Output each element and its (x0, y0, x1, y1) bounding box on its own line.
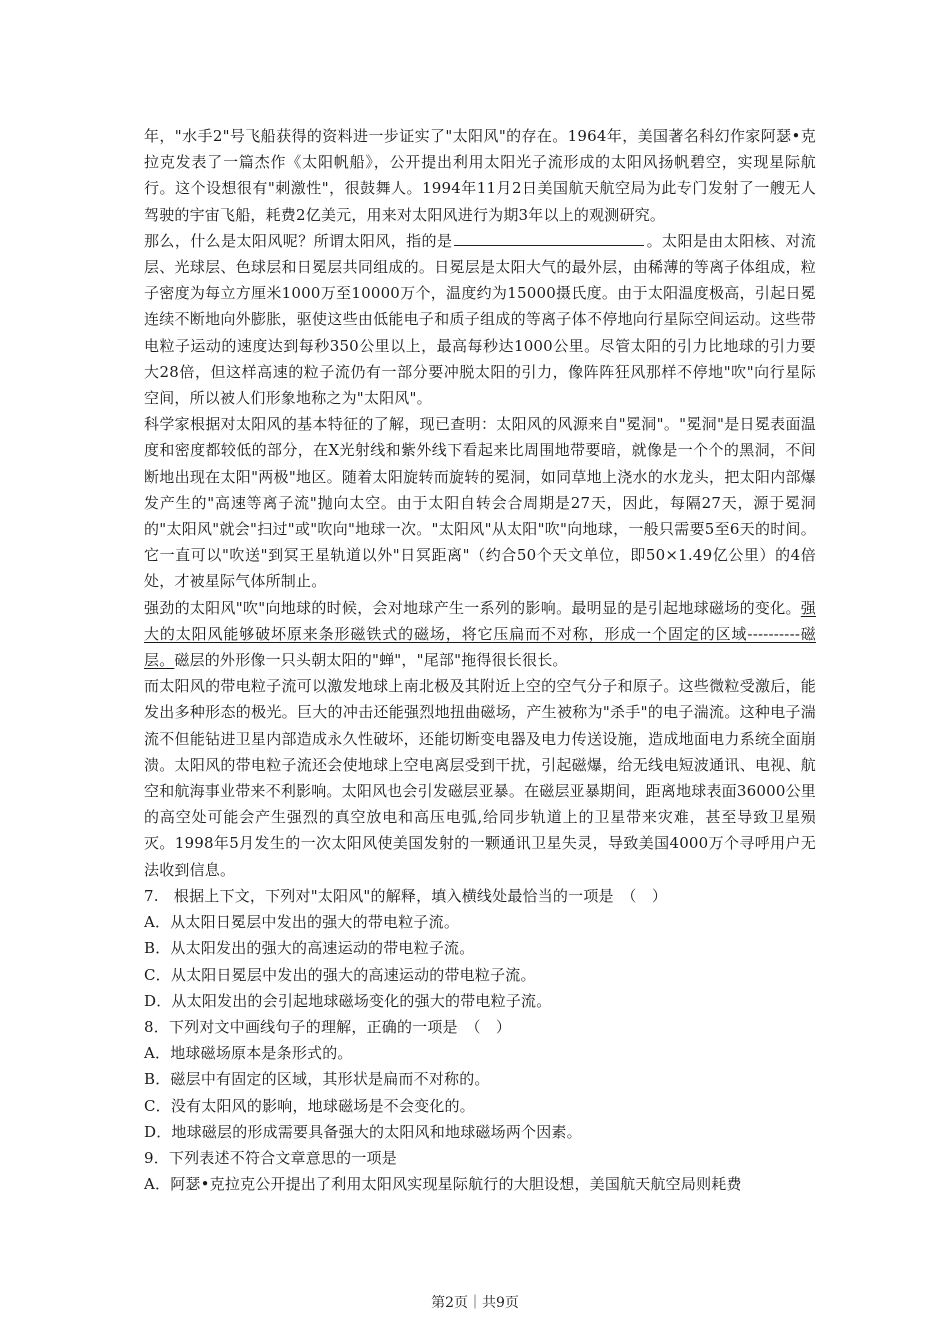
question-9 (144, 1145, 816, 1197)
question-7-option-a: A．从太阳日冕层中发出的强大的带电粒子流。 (144, 913, 460, 932)
paragraph-2-lead: 那么，什么是太阳风呢？所谓太阳风，指的是 (144, 231, 453, 250)
question-8 (144, 1014, 816, 1145)
question-7-option-d: D．从太阳发出的会引起地球磁场变化的强大的带电粒子流。 (144, 991, 552, 1010)
question-8-option-a: A．地球磁场原本是条形式的。 (144, 1044, 353, 1063)
question-7-option-c: C．从太阳日冕层中发出的强大的高速运动的带电粒子流。 (144, 965, 536, 984)
question-8-stem: 8．下列对文中画线句子的理解，正确的一项是 （ ） (144, 1017, 512, 1036)
paragraph-4-lead: 强劲的太阳风"吹"向地球的时候，会对地球产生一系列的影响。最明显的是引起地球磁场的变化。 (144, 598, 801, 617)
question-9-option-a: A．阿瑟•克拉克公开提出了利用太阳风实现星际航行的大胆设想，美国航天航空局则耗费 (144, 1175, 742, 1194)
question-7-stem: 7. 根据上下文，下列对"太阳风"的解释，填入横线处最恰当的一项是 （ ） (144, 886, 668, 905)
fill-in-blank (454, 229, 644, 246)
question-8-option-d: D．地球磁层的形成需要具备强大的太阳风和地球磁场两个因素。 (144, 1122, 582, 1141)
question-8-option-c: C．没有太阳风的影响，地球磁场是不会变化的。 (144, 1096, 475, 1115)
question-7 (144, 883, 816, 1014)
question-8-option-b: B．磁层中有固定的区域，其形状是扁而不对称的。 (144, 1070, 490, 1089)
paragraph-2-rest: 。太阳是由太阳核、对流层、光球层、色球层和日冕层共同组成的。日冕层是太阳大气的最外层，由稀薄的等离子体组成，粒子密度为每立方厘米1000万至10000万个，温度约为15000摄氏度。由于太阳温度极高，引起日冕连续不断地向外膨胀，驱使这些由低能电子和质子组成的等离子体不停地向行星际空间运动。这些带电粒子运动的速度达到每秒350公里以上，最高每秒达1000公里。尽管太阳的引力比地球的引力要大28倍，但这样高速的粒子流仍有一部分要冲脱太阳的引力，像阵阵狂风那样不停地"吹"向行星际空间，所以被人们形象地称之为"太阳风"。 (144, 231, 816, 408)
question-9-stem: 9．下列表述不符合文章意思的一项是 (144, 1148, 397, 1167)
page-footer: 第2页｜共9页 (431, 1295, 519, 1311)
passage-paragraph-2 (144, 228, 816, 411)
paragraph-4-rest: 磁层的外形像一只头朝太阳的"蝉"，"尾部"拖得很长很长。 (174, 651, 568, 670)
document-body (144, 123, 816, 1197)
question-7-option-b: B．从太阳发出的强大的高速运动的带电粒子流。 (144, 939, 475, 958)
passage-paragraph-4 (144, 595, 816, 674)
underlined-sentence: 强大的太阳风能够破坏原来条形磁铁式的磁场，将它压扁而不对称，形成一个固定的区域----------磁层。 (144, 598, 816, 670)
passage-paragraph-5: 而太阳风的带电粒子流可以激发地球上南北极及其附近上空的空气分子和原子。这些微粒受激后，能发出多种形态的极光。巨大的冲击还能强烈地扭曲磁场，产生被称为"杀手"的电子湍流。这种电子湍流不但能钻进卫星内部造成永久性破坏，还能切断变电器及电力传送设施，造成地面电力系统全面崩溃。太阳风的带电粒子流还会使地球上空电离层受到干扰，引起磁爆，给无线电短波通讯、电视、航空和航海事业带来不利影响。太阳风也会引发磁层亚暴。在磁层亚暴期间，距离地球表面36000公里的高空处可能会产生强烈的真空放电和高压电弧,给同步轨道上的卫星带来灾难，甚至导致卫星殒灭。1998年5月发生的一次太阳风使美国发射的一颗通讯卫星失灵，导致美国4000万个寻呼用户无法收到信息。 (144, 677, 816, 879)
passage-paragraph-1: 年，"水手2"号飞船获得的资料进一步证实了"太阳风"的存在。1964年，美国著名科幻作家阿瑟•克拉克发表了一篇杰作《太阳帆船》，公开提出利用太阳光子流形成的太阳风扬帆碧空，实现星际航行。这个设想很有"刺激性"，很鼓舞人。1994年11月2日美国航天航空局为此专门发射了一艘无人驾驶的宇宙飞船，耗费2亿美元，用来对太阳风进行为期3年以上的观测研究。 (144, 127, 816, 224)
passage-paragraph-3: 科学家根据对太阳风的基本特征的了解，现已查明：太阳风的风源来自"冕洞"。"冕洞"是日冕表面温度和密度都较低的部分，在X光射线和紫外线下看起来比周围地带要暗，就像是一个个的黑洞，不间断地出现在太阳"两极"地区。随着太阳旋转而旋转的冕洞，如同草地上浇水的水龙头，把太阳内部爆发产生的"高速等离子流"抛向太空。由于太阳自转会合周期是27天，因此，每隔27天，源于冕洞的"太阳风"就会"扫过"或"吹向"地球一次。"太阳风"从太阳"吹"向地球，一般只需要5至6天的时间。它一直可以"吹送"到冥王星轨道以外"日冥距离"（约合50个天文单位，即50×1.49亿公里）的4倍处，才被星际气体所制止。 (144, 415, 816, 591)
